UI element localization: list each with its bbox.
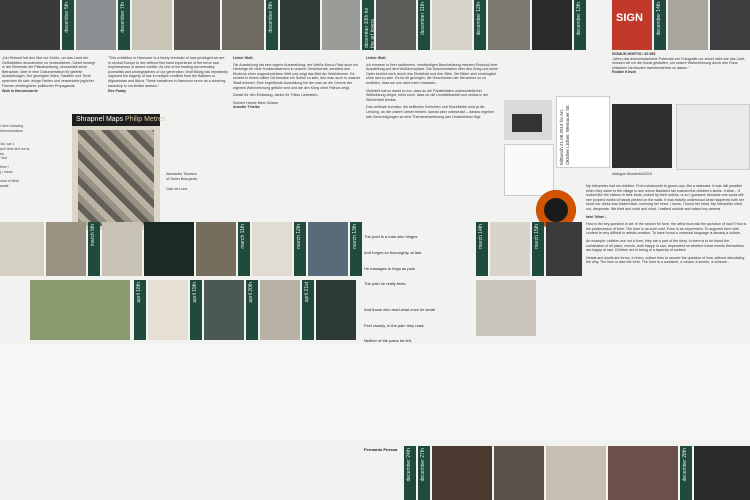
letter-right-body: Ich erinnere in ihrer schlimmen, verständigen Beschreibung meinem Eindruck ihrer Ausstellung auf dem Weißkreuzplatz. Die Dokumentation über den Krieg und seine Opfer berührt mich durch ihre Direktheit und ihre Stille. Die Bilder sind eindringlich ohne laut zu sein. Es ist dir gelungen, die Geschichten der Menschen so zu erzählen, dass sie uns nicht mehr loslassen.: [366, 62, 498, 85]
caption-book-l2: of Tamer Bourgeois: [166, 176, 198, 181]
photo-top-6: [280, 0, 320, 50]
green-label-dec-28: december 28th: [680, 446, 692, 500]
green-label-dec-14: december 14th: [654, 0, 666, 50]
letter-left-sign2: Annette Thielke: [233, 105, 260, 110]
right-letter-p3: An example: children are not a form, they are a part of the story. In them is to be found the culmination of all place, events, both happy or sad, dependent on whether these events themselves are happy at sad. Children are in being of a tapestry of content.: [586, 238, 745, 253]
top-left-p2: Wolt in Hannnovarde: [2, 89, 38, 94]
poem-author: Fernando Pessoa: [364, 446, 398, 452]
photo-top-11: [532, 0, 572, 50]
blank-area: [0, 344, 750, 440]
green-label-march-9: march 9th: [88, 222, 100, 276]
book-collage: [78, 130, 154, 226]
photo-mid-6: [252, 222, 292, 276]
photo-mid-5: [196, 222, 236, 276]
photo-right-mid-2: [676, 104, 750, 170]
letter-left: [233, 56, 361, 221]
letter-right-greeting: Lieber Wolf,: [366, 56, 387, 60]
quote-right-top: [612, 52, 748, 102]
poem-line-2: He manages to feign as pain: [364, 265, 415, 271]
green-label-dec-8: december 8th: [266, 0, 278, 50]
book-cover: [72, 114, 166, 230]
green-label-april-19: april 19th: [190, 280, 202, 340]
poem-line-0: The poet is a man who hinges: [364, 234, 418, 240]
quote-right-sign: Robbie Kirsch: [612, 70, 637, 75]
photo-bottom-5: [694, 446, 750, 500]
poem-line-5: And those who read what once he wrote: [364, 307, 436, 313]
photo-bottom-4: [608, 446, 678, 500]
green-label-dec-7: december 7th: [118, 0, 130, 50]
photo-low-3: [204, 280, 244, 340]
right-letter-p2: How is the key question in art: In the search for form, the artist must ask the question of how? How is the predecessor of form. The form is as such void. Form is an experiment. To augment form with content is very difficult in artistic creation. To have found a universal language is already a culture.: [586, 222, 747, 236]
poem: [364, 224, 474, 452]
quote-right-p1: SIGMUN MORTIS / 40.555: [612, 52, 656, 56]
photo-gallery-interior: [504, 100, 552, 140]
photo-mid-3: [102, 222, 142, 276]
top-mid-sign: Rex Foaby: [108, 89, 127, 94]
photo-bottom-1: [432, 446, 492, 500]
book-title: Shrapnel Maps Philip Metres: [76, 116, 166, 123]
letter-left-sign1: Schöne Hanne liebe Grüsse: [233, 100, 278, 105]
letter-right-p3: Das vertikale Kurvatur, die seitlichen Schichten und Einzelbilder sind ja die Leidung, an die unsere Lieben trinken, kannst aber unbewusst – daraus ergeben sich Berechtigungen an eine Themenerweiterung des Umschrieben fügt.: [366, 105, 495, 119]
photo-bottom-2: [494, 446, 544, 500]
photo-top-9: [432, 0, 472, 50]
caption-book: [166, 172, 226, 212]
top-mid-p1: "This exhibition in Hannover is a timely reminder of how privileged we are in central Europe to live without first hand experience of the terror and hopelessness of armed conflict. As one of the leading documentary journalists and photographers of our generation, Wolf Böwig has repeatedly captured the tragedy of war in multiple conflicts from the Balkans to Afghanistan and Africa. These narratives in Hannover serve as a sobering backdrop to our festive season.": [108, 56, 228, 88]
letter-right: [366, 56, 498, 221]
photo-right-mid: [612, 104, 672, 168]
green-label-dec-10: december 10th for the art lovers: [362, 0, 374, 50]
green-label-dec-13: december 13th: [574, 0, 586, 50]
letter-left-closing: Danke für den Einladung, danke für Thilos Liebeleien.: [233, 93, 319, 98]
photo-bottom-3: [546, 446, 606, 500]
photo-top-3: [132, 0, 172, 50]
photo-top-2: [76, 0, 116, 50]
photo-top-1: [0, 0, 60, 50]
letter-left-greeting: Lieber Wolf,: [233, 56, 254, 60]
caption-book-l1: Alexandra Thorand: [166, 172, 197, 176]
photo-low-2: [148, 280, 188, 340]
green-label-dec-5: december 5th: [62, 0, 74, 50]
left-edge-notes: r face showing demonstrators 'do: car 1 ach time she turns es ' line time / j / minor siral of flesh aside: [0, 124, 30, 188]
photo-top-4: [174, 0, 220, 50]
poem-line-6: Feel closely, in the pain they read,: [364, 322, 425, 328]
photo-top-5: [222, 0, 264, 50]
photo-mid-7: [308, 222, 348, 276]
stamp-date: Mittwoch 21.08.2019 for Art, Oktober Lichter, Wernauer Str.: [556, 96, 610, 168]
quote-right-p2: „Wenn das dokumentarische Potenzial von Fotografie nur soviel nicht wie das Licht, müssen wir vor die Kunst gestalten, um unsere Wahrnehmung durch den Fluss kritischen Neubauten transformierbar zu lassen.“: [612, 56, 746, 70]
green-label-april-18: april 18th: [134, 280, 146, 340]
top-left-text: [2, 56, 98, 110]
photo-low-5: [316, 280, 356, 340]
photo-mid-9: [546, 222, 582, 276]
right-letter-p1: My interpreter had six children. From newfounds to grown-ups, like a staircase. It was still possible when they came to the village to see whom Bastian's tail crashed the children's skulls. It slide... It looked like the victims in their beds, looked by their unbins, or so I guessed; because one could still see purpled marks of hands printed on the walls. It was exactly understood what happened with her since her dress was folded back, covering her head. I mean, I found her head. My interpreter cried out, desperate. We tried and cried and cried. I walked outside and raised my camera.: [586, 184, 745, 211]
photo-mid-1: [0, 222, 44, 276]
letter-right-p2: Vielleicht hat es damit zu tun, dass du die Parallelitäten unterschiedlicher Weltwirkung zeigst, mehr noch, dass du die Unmittelbarkeit und zeitlos in der Wirklichkeit bleibst.: [366, 88, 489, 102]
green-label-march-14: march 14th: [476, 222, 488, 276]
green-label-march-15: march 15th: [532, 222, 544, 276]
green-label-march-13: march 13th: [350, 222, 362, 276]
right-letter-q: Intel 'Wow'...: [586, 214, 608, 219]
letter-left-body: Die Ausstellung hat eine eigene Ausstrahlung: der Weiße-Kreuz-Platz auch ein Herberge für viele Schicksalsarmen in unserer Gesellschaft, verstärkt den Eindruck einer ungeschminkten Welt und zeigt das Bild der Vertriebenen. Es scheint in einem stillen Ort beinahe ein Schrei zu sein, den man auch in unserer Stadt erinnert. Eine ergreifende Ausstellung bei der man an die Grenze der eigenen Wahrnehmung geführt wird und die den Krieg ohne Pathos zeigt.: [233, 62, 361, 90]
photo-sign-poster: [612, 0, 652, 50]
photo-mid-2: [46, 222, 86, 276]
top-mid-text: [108, 56, 228, 110]
caption-book-l3: Clair de Lune: [166, 187, 188, 192]
green-label-dec-24: december 24th: [404, 446, 416, 500]
photo-top-8: [376, 0, 416, 50]
right-letter-p4: Heads and skulls are forms. In them, culture tries to answer the question of how, without articulating the why. The form is also the form. The form is a container, a vessel; a screen, a scheme...: [586, 255, 745, 265]
poem-line-3: The pain he really feels.: [364, 281, 407, 287]
photo-mid-4: [144, 222, 194, 276]
green-label-march-12: march 12th: [294, 222, 306, 276]
photo-top-12: [668, 0, 708, 50]
dialogue-caption: dialogue Wonderful/2015: [612, 172, 652, 176]
photo-top-13: [710, 0, 750, 50]
green-label-dec-11: december 11th: [418, 0, 430, 50]
photo-top-10: [488, 0, 530, 50]
sign-label: SIGN: [616, 12, 643, 24]
photo-low-4: [260, 280, 300, 340]
photo-mid-right-1: [504, 144, 554, 196]
photo-mid-8: [490, 222, 530, 276]
green-label-dec-27: december 27th: [418, 446, 430, 500]
poem-line-1: And forges so thoroughly, at last: [364, 250, 422, 256]
photo-low-1: [30, 280, 130, 340]
green-label-april-20: april 20th: [246, 280, 258, 340]
green-label-march-11: march 11th: [238, 222, 250, 276]
right-letter: [586, 184, 748, 314]
photo-low-6: [476, 280, 536, 336]
top-left-p1: „Der Entwurf hat den Mut zur Größe, um das Land der Geflüchteten anzudeuten/ zu verdeutlichen. Schiel bewegt er die Elemente der Plakatwerbung, verwandelt seine Betrachter, über in eine Dokumentation für gelebte Ausstellungen. Der gezeigtes Video, Tabellen und Texte sprechen für sich: einige Fakten und verwendete jeglicher Formen eindringlicher politischer Propaganda.: [2, 56, 95, 88]
green-label-dec-12: december 12th: [474, 0, 486, 50]
poem-line-7: Neither of the pains he felt,: [364, 338, 412, 344]
green-label-april-21: april 21st: [302, 280, 314, 340]
photo-top-7: [322, 0, 360, 50]
